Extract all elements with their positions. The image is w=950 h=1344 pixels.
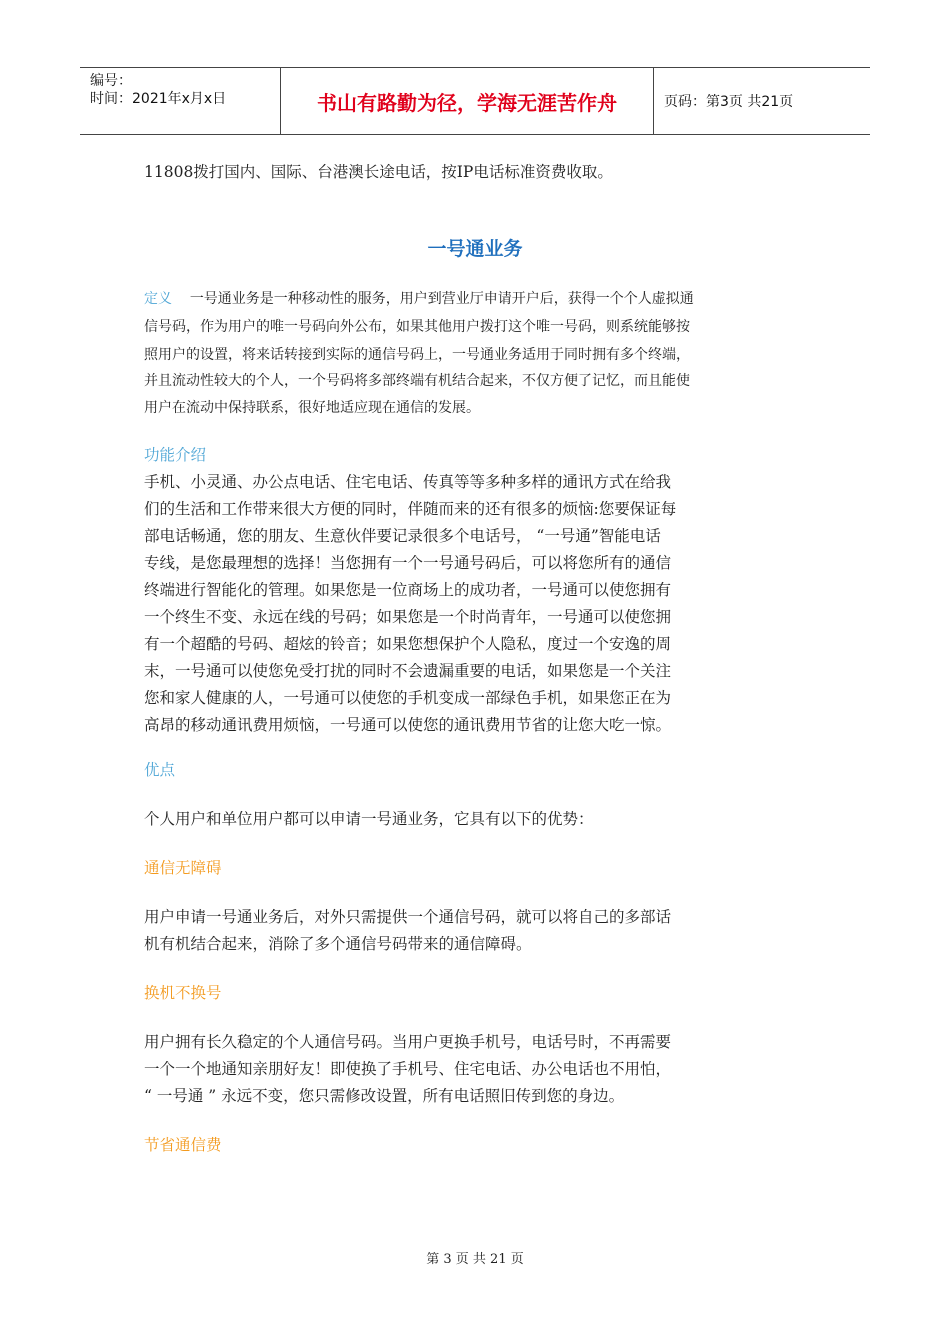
features-label: 功能介绍 — [144, 446, 207, 464]
features-line-9: 您和家人健康的人，一号通可以使您的手机变成一部绿色手机，如果您正在为 — [144, 689, 672, 707]
features-line-5: 终端进行智能化的管理。如果您是一位商场上的成功者，一号通可以使您拥有 — [144, 581, 672, 599]
header-meta — [80, 68, 281, 134]
definition-line-5: 用户在流动中保持联系，很好地适应现在通信的发展。 — [144, 400, 480, 416]
features-line-1: 手机、小灵通、办公点电话、住宅电话、传真等等多种多样的通讯方式在给我 — [144, 473, 672, 491]
definition-line-3: 照用户的设置，将来话转接到实际的通信号码上，一号通业务适用于同时拥有多个终端， — [144, 347, 690, 363]
code-label: 编号： — [90, 73, 132, 89]
advantage-title-3: 节省通信费 — [144, 1136, 222, 1154]
advantages-label: 优点 — [144, 761, 176, 779]
features-line-3: 部电话畅通，您的朋友、生意伙伴要记录很多个电话号， “一号通”智能电话 — [144, 527, 661, 545]
document-header — [80, 67, 870, 135]
advantage-title-1: 通信无障碍 — [144, 859, 222, 877]
definition-line-1: 定义 一号通业务是一种移动性的服务，用户到营业厅申请开户后，获得一个个人虚拟通 — [144, 291, 694, 307]
header-page-info: 页码：第3页 共21页 — [664, 94, 794, 110]
advantage-2-line-3: “ 一号通 ” 永远不变，您只需修改设置，所有电话照旧传到您的身边。 — [144, 1087, 625, 1105]
advantage-title-2: 换机不换号 — [144, 984, 222, 1002]
page-footer: 第 3 页 共 21 页 — [426, 1252, 524, 1267]
definition-label: 定义 — [144, 291, 172, 307]
advantage-2-line-2: 一个一个地通知亲朋好友！即使换了手机号、住宅电话、办公电话也不用怕， — [144, 1060, 672, 1078]
features-line-2: 们的生活和工作带来很大方便的同时，伴随而来的还有很多的烦恼:您要保证每 — [144, 500, 677, 518]
advantage-2-line-1: 用户拥有长久稳定的个人通信号码。当用户更换手机号，电话号时，不再需要 — [144, 1033, 672, 1051]
features-line-4: 专线，是您最理想的选择！当您拥有一个一号通号码后，可以将您所有的通信 — [144, 554, 672, 572]
advantages-intro: 个人用户和单位用户都可以申请一号通业务，它具有以下的优势： — [144, 810, 594, 828]
advantage-1-line-2: 机有机结合起来，消除了多个通信号码带来的通信障碍。 — [144, 935, 532, 953]
header-motto: 书山有路勤为径，学海无涯苦作舟 — [281, 68, 654, 134]
page-title: 一号通业务 — [427, 238, 523, 260]
date-label: 时间：2021年x月x日 — [90, 91, 227, 107]
features-line-10: 高昂的移动通讯费用烦恼，一号通可以使您的通讯费用节省的让您大吃一惊。 — [144, 716, 672, 734]
features-line-8: 末，一号通可以使您免受打扰的同时不会遗漏重要的电话，如果您是一个关注 — [144, 662, 672, 680]
definition-line-4: 并且流动性较大的个人，一个号码将多部终端有机结合起来，不仅方便了记忆，而且能使 — [144, 373, 690, 389]
definition-line-2: 信号码，作为用户的唯一号码向外公布，如果其他用户拨打这个唯一号码，则系统能够按 — [144, 319, 690, 335]
advantage-1-line-1: 用户申请一号通业务后，对外只需提供一个通信号码，就可以将自己的多部话 — [144, 908, 672, 926]
features-line-6: 一个终生不变、永远在线的号码；如果您是一个时尚青年，一号通可以使您拥 — [144, 608, 672, 626]
intro-line: 11808拨打国内、国际、台港澳长途电话，按IP电话标准资费收取。 — [144, 163, 613, 181]
features-line-7: 有一个超酷的号码、超炫的铃音；如果您想保护个人隐私，度过一个安逸的周 — [144, 635, 672, 653]
